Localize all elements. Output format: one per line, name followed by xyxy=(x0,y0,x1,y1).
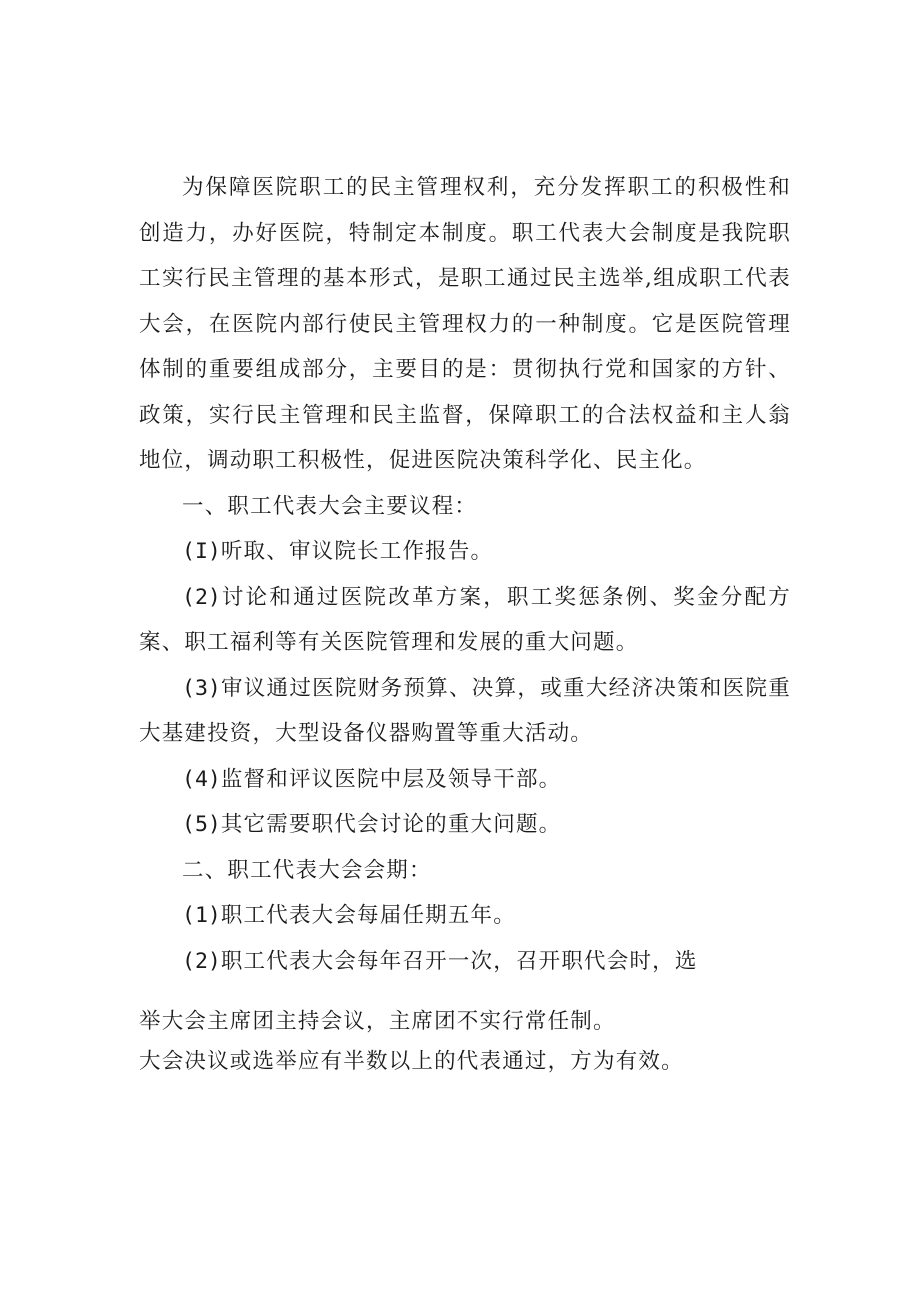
document-body xyxy=(139,165,791,1082)
agenda-item-4 xyxy=(139,757,791,803)
agenda-item-text: 审议通过医院财务预算、决算，或重大经济决策和医院重大基建投资，大型设备仪器购置等重大活动。 xyxy=(139,675,791,746)
intro-paragraph: 为保障医院职工的民主管理权利，充分发挥职工的积极性和创造力，办好医院，特制定本制度。职工代表大会制度是我院职工实行民主管理的基本形式，是职工通过民主选举,组成职工代表大会，在医院内部行使民主管理权力的一种制度。它是医院管理体制的重要组成部分，主要目的是：贯彻执行党和国家的方针、政策，实行民主管理和民主监督，保障职工的合法权益和主人翁地位，调动职工积极性，促进医院决策科学化、民主化。 xyxy=(139,175,791,473)
agenda-item-number: (2) xyxy=(182,584,221,610)
line-gap xyxy=(139,984,791,1002)
closing-line: 大会决议或选举应有半数以上的代表通过，方为有效。 xyxy=(139,1049,684,1074)
section-heading-agenda: 一、职工代表大会主要议程： xyxy=(182,493,478,519)
agenda-item-number: (5) xyxy=(182,812,221,837)
term-item-1 xyxy=(139,893,791,939)
agenda-item-number: (3) xyxy=(182,675,221,701)
agenda-item-5 xyxy=(139,802,791,848)
agenda-item-1 xyxy=(139,529,791,575)
agenda-item-text: 其它需要职代会讨论的重大问题。 xyxy=(220,812,562,837)
agenda-item-number: (I) xyxy=(182,539,221,564)
term-item-2 xyxy=(139,939,791,985)
agenda-item-2 xyxy=(139,575,791,666)
term-item-2-continuation: 举大会主席团主持会议，主席团不实行常任制。 xyxy=(139,1009,616,1034)
term-item-number: (1) xyxy=(182,903,221,928)
term-item-text: 职工代表大会每届任期五年。 xyxy=(220,903,516,928)
agenda-item-3 xyxy=(139,666,791,757)
agenda-item-number: (4) xyxy=(182,766,221,792)
section-heading-term: 二、职工代表大会会期： xyxy=(182,857,432,883)
agenda-item-text: 听取、审议院长工作报告。 xyxy=(220,539,494,564)
term-item-text: 职工代表大会每年召开一次，召开职代会时，选 xyxy=(220,948,698,974)
term-item-number: (2) xyxy=(182,948,221,974)
agenda-item-text: 监督和评议医院中层及领导干部。 xyxy=(220,766,562,792)
agenda-item-text: 讨论和通过医院改革方案，职工奖惩条例、奖金分配方案、职工福利等有关医院管理和发展的重大问题。 xyxy=(139,584,791,655)
